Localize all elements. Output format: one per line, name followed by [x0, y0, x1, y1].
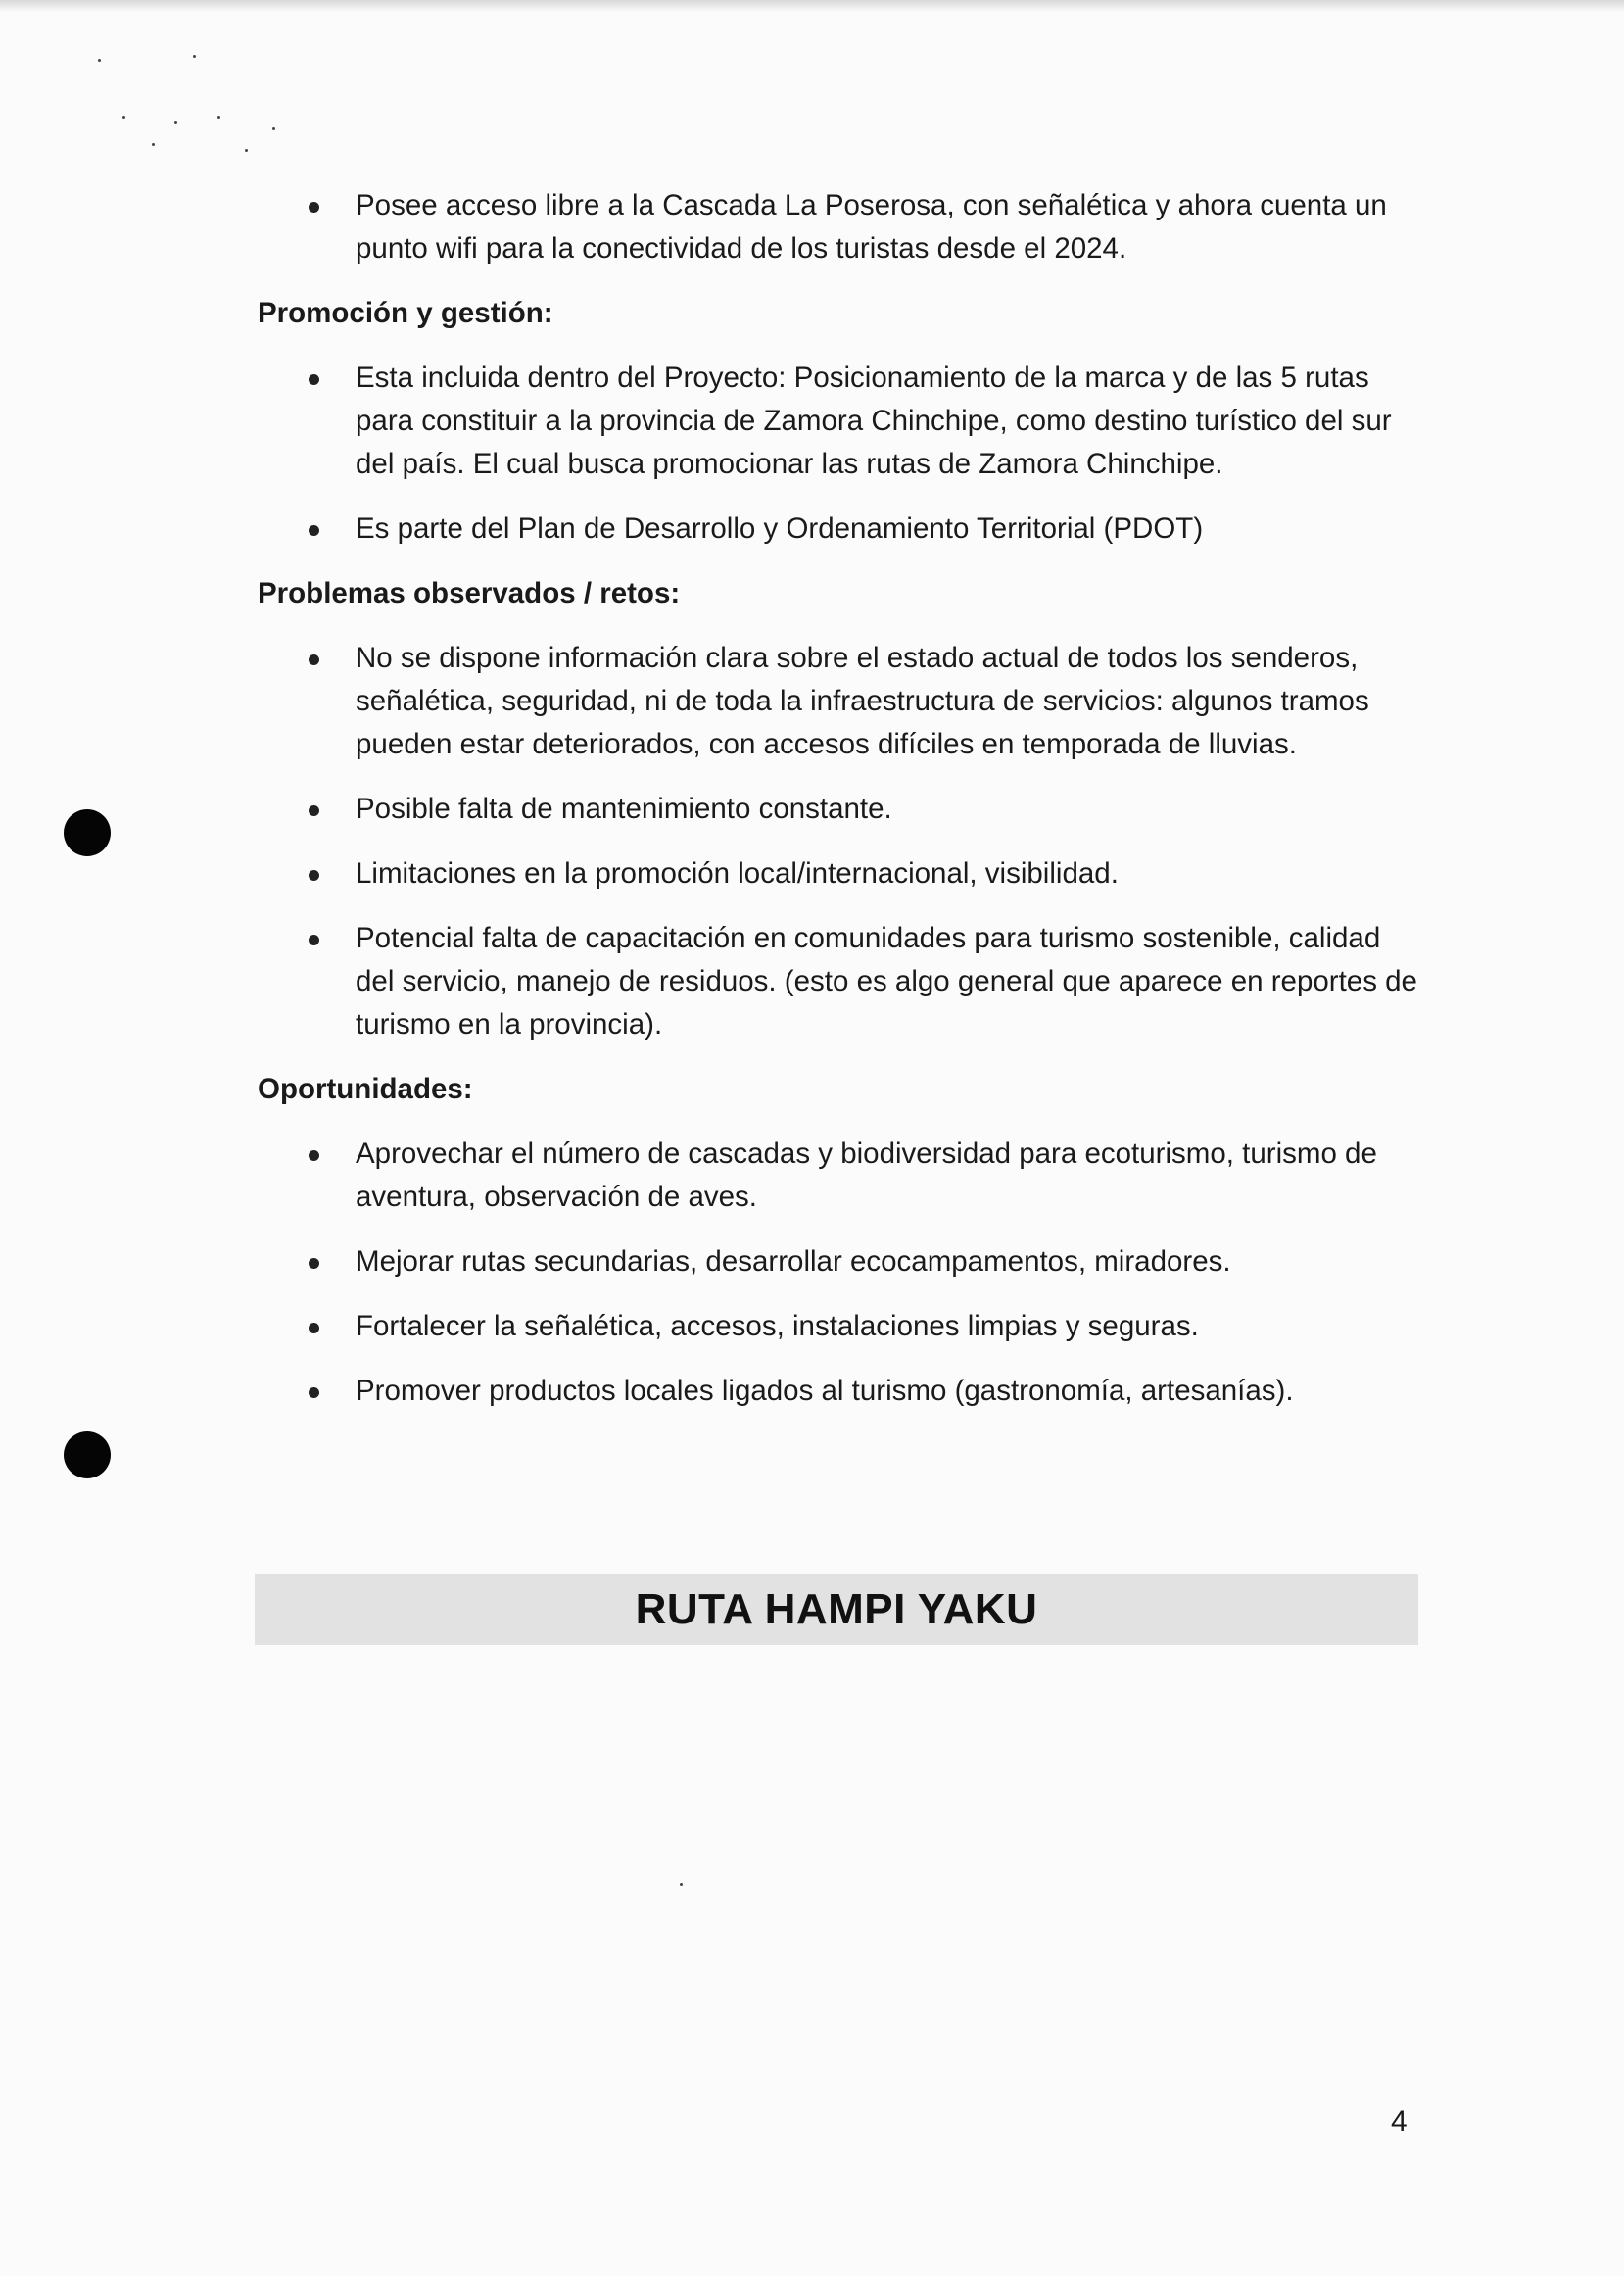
- bullet-icon: [309, 805, 319, 816]
- route-title: RUTA HAMPI YAKU: [635, 1585, 1038, 1633]
- list-item-text: Potencial falta de capacitación en comunidades para turismo sostenible, calidad del servicio, manejo de residuos. (esto es algo general que aparece en reportes de turismo en la provincia).: [356, 922, 1417, 1041]
- scan-speck: [680, 1883, 683, 1886]
- bullet-icon: [309, 1258, 319, 1269]
- list-item-text: Es parte del Plan de Desarrollo y Ordenamiento Territorial (PDOT): [356, 512, 1204, 545]
- bullet-icon: [309, 374, 319, 385]
- list-item: [258, 1305, 1418, 1348]
- section-heading-problemas: Problemas observados / retos:: [258, 577, 681, 609]
- scan-speck: [174, 121, 177, 124]
- scan-speck: [152, 143, 155, 146]
- bullet-icon: [309, 525, 319, 536]
- list-item: [258, 508, 1418, 551]
- scan-edge-shadow: [0, 0, 1624, 12]
- list-item-text: Mejorar rutas secundarias, desarrollar ecocampamentos, miradores.: [356, 1245, 1231, 1278]
- scan-speck: [217, 116, 220, 119]
- problemas-list: [258, 637, 1418, 1046]
- list-item: [258, 637, 1418, 766]
- bullet-icon: [309, 1387, 319, 1398]
- list-item: [258, 357, 1418, 486]
- list-item: [258, 788, 1418, 831]
- punch-hole-lower: [64, 1431, 111, 1478]
- section-heading-promocion: Promoción y gestión:: [258, 297, 553, 329]
- list-item-text: Posible falta de mantenimiento constante.: [356, 793, 892, 825]
- list-item: [258, 1133, 1418, 1219]
- list-item-text: Posee acceso libre a la Cascada La Poserosa, con señalética y ahora cuenta un punto wifi para la conectividad de los turistas desde el 2024.: [356, 189, 1387, 265]
- section-heading-oportunidades: Oportunidades:: [258, 1073, 473, 1105]
- list-item-text: Fortalecer la señalética, accesos, instalaciones limpias y seguras.: [356, 1310, 1199, 1342]
- bullet-icon: [309, 1323, 319, 1333]
- document-body: [258, 184, 1418, 1434]
- punch-hole-upper: [64, 809, 111, 856]
- scan-speck: [272, 127, 275, 130]
- bullet-icon: [309, 1150, 319, 1161]
- list-item-text: Aprovechar el número de cascadas y biodiversidad para ecoturismo, turismo de aventura, observación de aves.: [356, 1138, 1377, 1213]
- continued-bullet-list: [258, 184, 1418, 270]
- bullet-icon: [309, 870, 319, 881]
- bullet-icon: [309, 935, 319, 945]
- bullet-icon: [309, 654, 319, 665]
- list-item: [258, 852, 1418, 896]
- list-item: [258, 1370, 1418, 1413]
- page-number: 4: [1391, 2106, 1408, 2138]
- scan-speck: [245, 149, 248, 152]
- list-item-text: Limitaciones en la promoción local/internacional, visibilidad.: [356, 857, 1119, 890]
- list-item-text: Promover productos locales ligados al turismo (gastronomía, artesanías).: [356, 1375, 1294, 1407]
- list-item-text: Esta incluida dentro del Proyecto: Posicionamiento de la marca y de las 5 rutas para constituir a la provincia de Zamora Chinchipe, como destino turístico del sur del país. El cual busca promocionar las rutas de Zamora Chinchipe.: [356, 362, 1392, 480]
- list-item: [258, 184, 1418, 270]
- scan-speck: [193, 55, 196, 58]
- scan-speck: [122, 116, 125, 119]
- list-item: [258, 1240, 1418, 1283]
- scan-speck: [98, 59, 101, 62]
- oportunidades-list: [258, 1133, 1418, 1413]
- route-title-banner: [255, 1574, 1418, 1645]
- list-item-text: No se dispone información clara sobre el estado actual de todos los senderos, señalética, seguridad, ni de toda la infraestructura de servicios: algunos tramos pueden estar deteriorados, con accesos difíciles en temporada de lluvias.: [356, 642, 1369, 760]
- promocion-list: [258, 357, 1418, 551]
- bullet-icon: [309, 202, 319, 213]
- list-item: [258, 917, 1418, 1046]
